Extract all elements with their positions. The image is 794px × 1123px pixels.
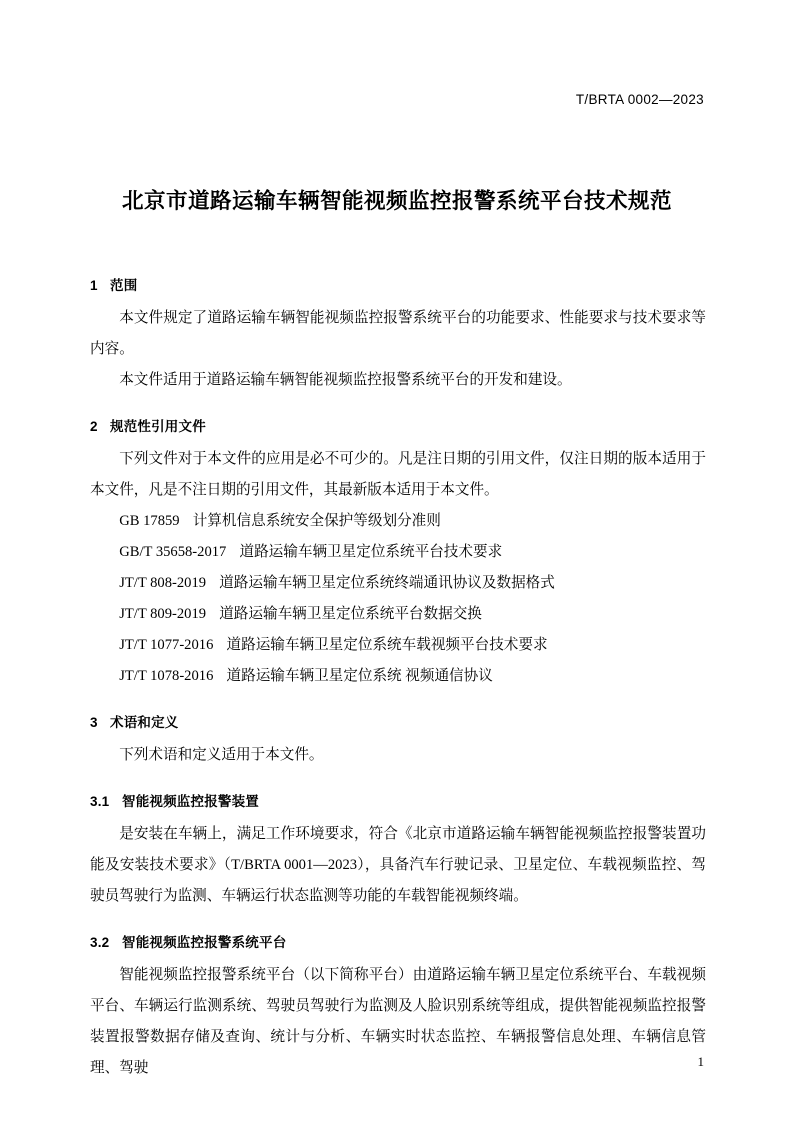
page-number: 1: [697, 1054, 704, 1069]
reference-name: 道路运输车辆卫星定位系统 视频通信协议: [226, 668, 493, 684]
section-number-3: 3: [90, 715, 98, 730]
reference-code: JT/T 1077-2016: [119, 637, 214, 653]
paragraph-2-1: 下列文件对于本文件的应用是必不可少的。凡是注日期的引用文件，仅注日期的版本适用于本文件，凡是不注日期的引用文件，其最新版本适用于本文件。: [90, 451, 706, 498]
reference-name: 道路运输车辆卫星定位系统车载视频平台技术要求: [226, 637, 548, 653]
document-body: [90, 255, 706, 1084]
section-number-2: 2: [90, 419, 98, 434]
reference-item: [90, 630, 706, 661]
section-title-1: 范围: [110, 278, 138, 293]
section-title-2: 规范性引用文件: [110, 419, 206, 434]
page-title: 北京市道路运输车辆智能视频监控报警系统平台技术规范: [121, 189, 672, 214]
reference-item: [90, 506, 706, 537]
reference-code: JT/T 1078-2016: [119, 668, 214, 684]
section-number-3-2: 3.2: [90, 935, 110, 950]
section-heading-3: [90, 711, 706, 731]
page-header-standard-code: T/BRTA 0002—2023: [575, 92, 704, 107]
paragraph-3-1-1: 是安装在车辆上，满足工作环境要求，符合《北京市道路运输车辆智能视频监控报警装置功能及安装技术要求》（T/BRTA 0001—2023），具备汽车行驶记录、卫星定位、车载视频监控、驾驶员驾驶行为监测、车辆运行状态监测等功能的车载智能视频终端。: [90, 826, 706, 904]
reference-name: 道路运输车辆卫星定位系统终端通讯协议及数据格式: [219, 575, 555, 591]
reference-item: [90, 599, 706, 630]
section-heading-3-2: [90, 931, 706, 951]
reference-code: GB 17859: [119, 513, 180, 529]
reference-name: 道路运输车辆卫星定位系统平台技术要求: [239, 544, 503, 560]
section-heading-1: [90, 274, 706, 294]
reference-item: [90, 568, 706, 599]
section-heading-2: [90, 415, 706, 435]
reference-code: GB/T 35658-2017: [119, 544, 227, 560]
section-title-3-1: 智能视频监控报警装置: [122, 794, 259, 809]
reference-code: JT/T 809-2019: [119, 606, 207, 622]
section-title-3: 术语和定义: [110, 715, 179, 730]
paragraph-1-1: 本文件规定了道路运输车辆智能视频监控报警系统平台的功能要求、性能要求与技术要求等内容。: [90, 310, 706, 357]
reference-item: [90, 537, 706, 568]
reference-name: 道路运输车辆卫星定位系统平台数据交换: [219, 606, 482, 622]
section-title-3-2: 智能视频监控报警系统平台: [122, 935, 287, 950]
reference-code: JT/T 808-2019: [119, 575, 207, 591]
paragraph-3-1: 下列术语和定义适用于本文件。: [119, 747, 324, 763]
section-heading-3-1: [90, 790, 706, 810]
paragraph-1-2: 本文件适用于道路运输车辆智能视频监控报警系统平台的开发和建设。: [119, 372, 572, 388]
reference-name: 计算机信息系统安全保护等级划分准则: [192, 513, 441, 529]
paragraph-3-2-1: 智能视频监控报警系统平台（以下简称平台）由道路运输车辆卫星定位系统平台、车载视频平台、车辆运行监测系统、驾驶员驾驶行为监测及人脸识别系统等组成，提供智能视频监控报警装置报警数据存储及查询、统计与分析、车辆实时状态监控、车辆报警信息处理、车辆信息管理、驾驶: [90, 967, 706, 1076]
section-number-3-1: 3.1: [90, 794, 110, 809]
reference-item: [90, 661, 706, 692]
section-number-1: 1: [90, 278, 98, 293]
